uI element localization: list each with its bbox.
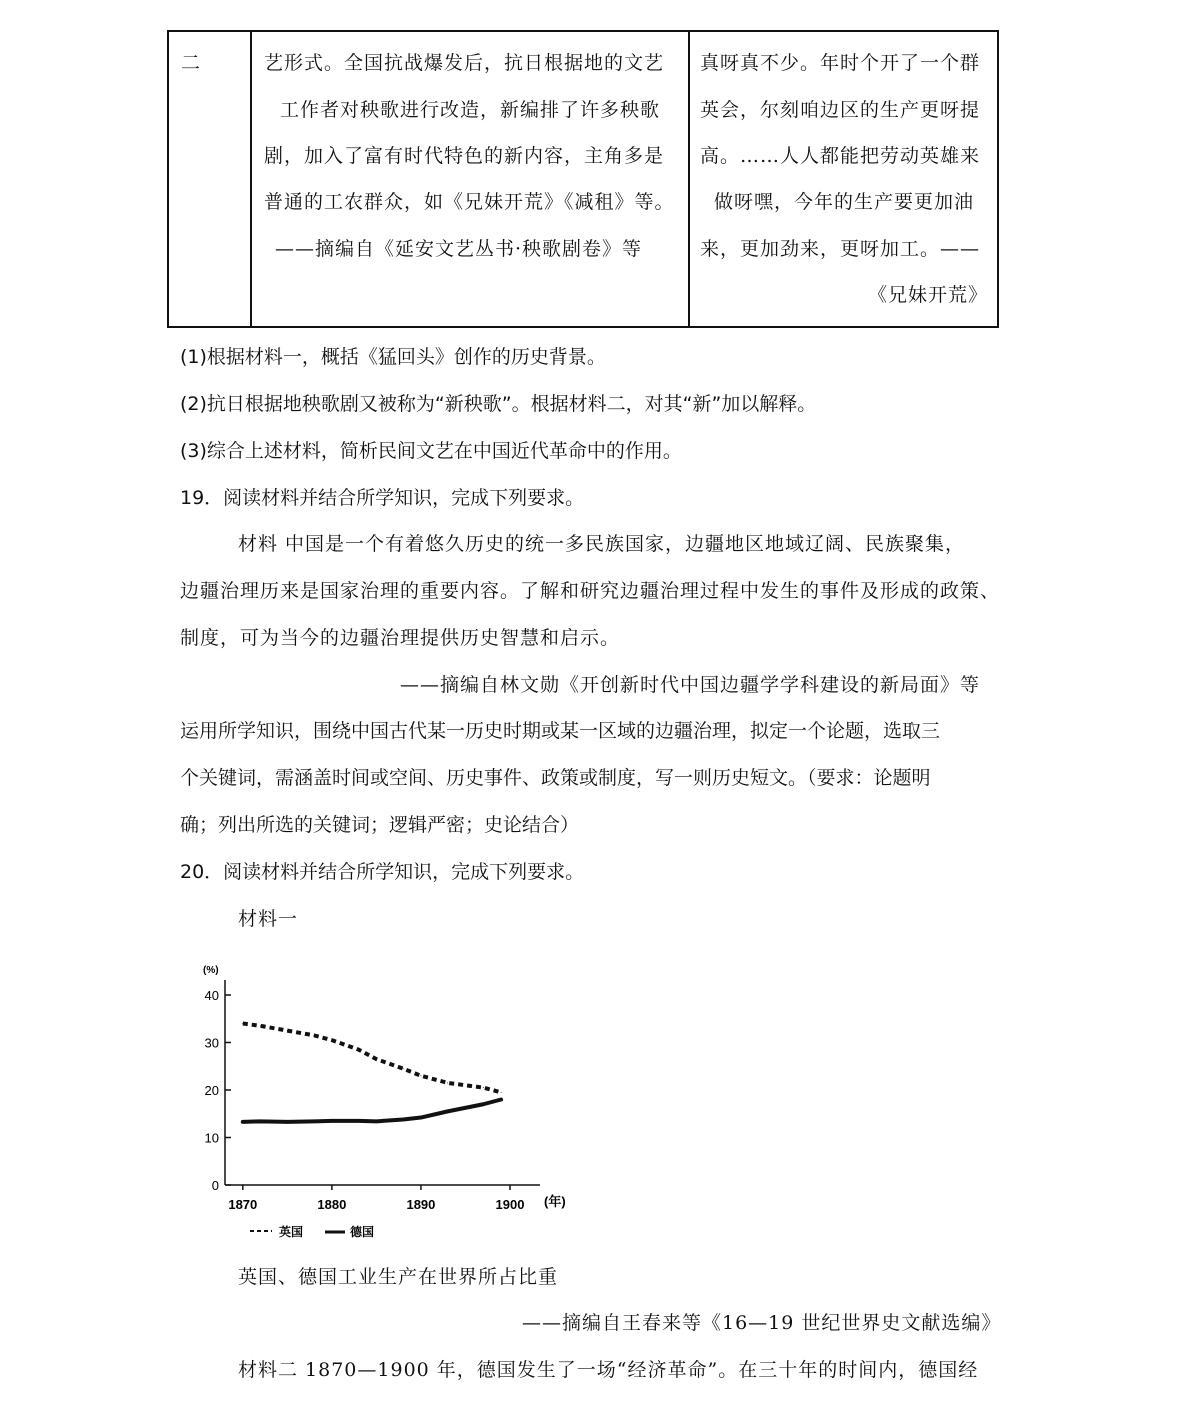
data-point: [376, 1121, 377, 1122]
y-axis-label: (%): [203, 965, 219, 976]
y-tick-label: 20: [204, 1083, 219, 1098]
series-line-germany: [243, 1100, 501, 1122]
data-point: [242, 1023, 243, 1024]
data-point: [447, 1111, 448, 1112]
q20-material1-label: 材料一: [238, 908, 299, 930]
table-divider-1: [250, 32, 252, 326]
data-point: [260, 1121, 261, 1122]
table-col3-source: 《兄妹开荒》: [868, 284, 989, 306]
y-tick-label: 40: [204, 988, 219, 1003]
table-divider-2: [688, 32, 690, 326]
data-point: [314, 1121, 315, 1122]
data-point: [242, 1121, 243, 1122]
q20-source: ——摘编自王春来等《16—19 世纪世界史文献选编》: [522, 1312, 1002, 1334]
data-point: [501, 1092, 502, 1093]
x-tick-label: 1890: [406, 1197, 436, 1212]
table-row-label: 二: [181, 52, 202, 74]
q18-sub2: (2)抗日根据地秧歌剧又被称为“新秧歌”。根据材料二，对其“新”加以解释。: [180, 393, 817, 415]
x-axis-label: (年): [544, 1194, 566, 1209]
y-tick-label: 10: [204, 1130, 219, 1146]
data-point: [403, 1119, 404, 1120]
q19-title: 19．阅读材料并结合所学知识，完成下列要求。: [180, 487, 585, 509]
table-col3-line: 高。……人人都能把劳动英雄来: [700, 145, 981, 167]
q18-sub1: (1)根据材料一，概括《猛回头》创作的历史背景。: [180, 346, 606, 368]
data-point: [501, 1099, 502, 1100]
table-col3-line: 真呀真不少。年时个开了一个群: [700, 52, 981, 74]
data-point: [314, 1035, 315, 1036]
data-point: [287, 1121, 288, 1122]
table-col2-line: 普通的工农群众，如《兄妹开荒》《减租》等。: [264, 191, 675, 213]
x-tick-label: 1900: [495, 1197, 525, 1212]
data-point: [483, 1104, 484, 1105]
data-point: [331, 1040, 332, 1041]
chart-caption: 英国、德国工业生产在世界所占比重: [238, 1266, 559, 1288]
industrial-share-chart: [195, 948, 585, 1248]
q19-source: ——摘编自林文勋《开创新时代中国边疆学学科建设的新局面》等: [400, 674, 981, 696]
data-point: [403, 1068, 404, 1069]
table-col3-line: 英会，尔刻咱边区的生产更呀提: [700, 99, 981, 121]
data-point: [287, 1030, 288, 1031]
data-point: [260, 1025, 261, 1026]
data-point: [358, 1049, 359, 1050]
q19-material-line: 制度，可为当今的边疆治理提供历史智慧和启示。: [180, 627, 621, 649]
y-tick-label: 30: [204, 1035, 219, 1051]
q20-title: 20．阅读材料并结合所学知识，完成下列要求。: [180, 861, 585, 883]
q19-material-line: 边疆治理历来是国家治理的重要内容。了解和研究边疆治理过程中发生的事件及形成的政策、: [180, 580, 1001, 602]
legend-label-uk: 英国: [279, 1225, 304, 1239]
x-tick-label: 1870: [228, 1197, 258, 1212]
q19-task-line: 确；列出所选的关键词；逻辑严密；史论结合）: [180, 814, 580, 836]
table-col3-line: 做呀嘿，今年的生产要更加油: [714, 191, 975, 213]
data-point: [420, 1117, 421, 1118]
table-col2-line: 艺形式。全国抗战爆发后，抗日根据地的文艺: [264, 52, 665, 74]
data-point: [483, 1087, 484, 1088]
table-col2-source: ——摘编自《延安文艺丛书·秧歌剧卷》等: [275, 238, 643, 260]
data-point: [376, 1059, 377, 1060]
y-tick-label: 0: [211, 1178, 219, 1193]
q19-task-line: 运用所学知识，围绕中国古代某一历史时期或某一区域的边疆治理，拟定一个论题，选取三: [180, 720, 941, 742]
legend-label-germany: 德国: [350, 1225, 375, 1239]
data-point: [358, 1120, 359, 1121]
q20-material2-line: 材料二 1870—1900 年，德国发生了一场“经济革命”。在三十年的时间内，德国经: [238, 1359, 979, 1381]
data-point: [331, 1120, 332, 1121]
q19-task-line: 个关键词，需涵盖时间或空间、历史事件、政策或制度，写一则历史短文。（要求：论题明: [180, 767, 931, 789]
data-point: [447, 1082, 448, 1083]
data-point: [420, 1075, 421, 1076]
table-col2-line: 工作者对秧歌进行改造，新编排了许多秧歌: [280, 99, 661, 121]
q18-sub3: (3)综合上述材料，简析民间文艺在中国近代革命中的作用。: [180, 440, 682, 462]
table-col2-line: 剧，加入了富有时代特色的新内容，主角多是: [264, 145, 665, 167]
q19-material-line: 材料 中国是一个有着悠久历史的统一多民族国家，边疆地区地域辽阔、民族聚集，: [238, 533, 966, 555]
table-col3-line: 来，更加劲来，更呀加工。——: [700, 238, 981, 260]
x-tick-label: 1880: [317, 1197, 347, 1212]
series-line-uk: [243, 1024, 501, 1093]
